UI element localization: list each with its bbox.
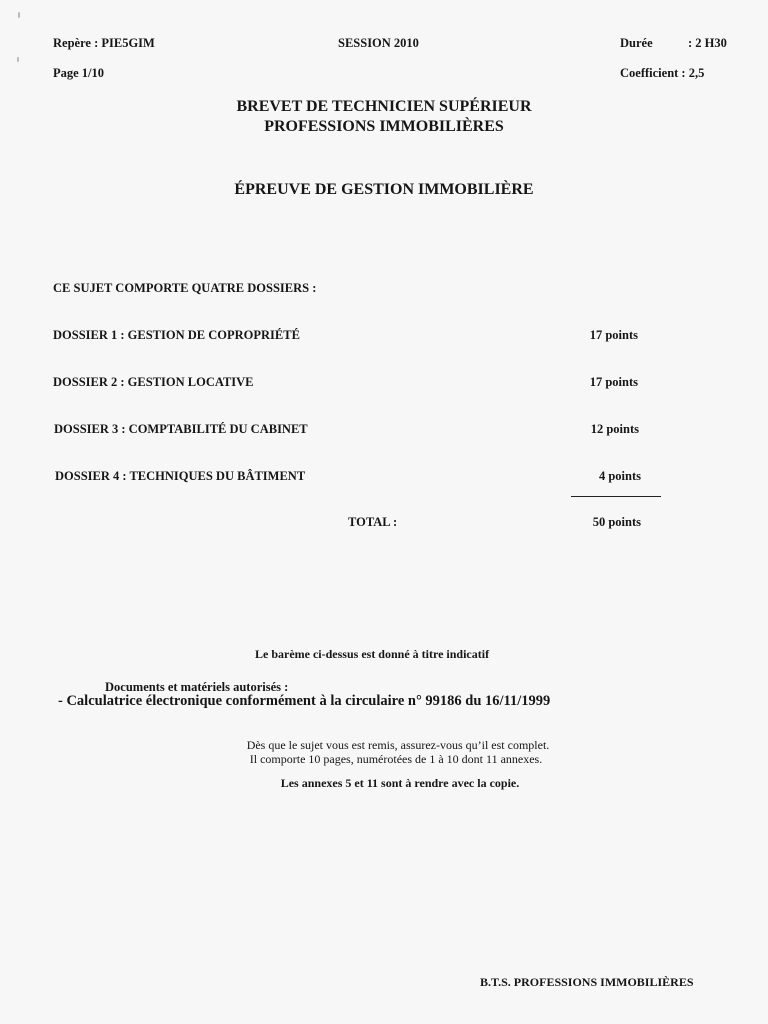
bareme-note: Le barème ci-dessus est donné à titre indicatif — [255, 647, 490, 661]
documents-item: - Calculatrice électronique conformément à la circulaire n° 99186 du 16/11/1999 — [58, 693, 551, 709]
duree-value: : 2 H30 — [688, 36, 727, 50]
instruction-line-2: Il comporte 10 pages, numérotées de 1 à 10 dont 11 annexes. — [249, 752, 543, 766]
scan-mark — [18, 12, 20, 18]
page-number: Page 1/10 — [53, 66, 105, 80]
dossier-2-label: DOSSIER 2 : GESTION LOCATIVE — [53, 375, 254, 389]
dossier-3-label: DOSSIER 3 : COMPTABILITÉ DU CABINET — [54, 422, 308, 436]
dossier-3-points: 12 points — [590, 422, 639, 436]
dossier-1-points: 17 points — [589, 328, 638, 342]
title-epreuve: ÉPREUVE DE GESTION IMMOBILIÈRE — [234, 181, 534, 198]
instruction-line-3: Les annexes 5 et 11 sont à rendre avec la copie. — [280, 776, 520, 790]
instruction-line-1: Dès que le sujet vous est remis, assurez-vous qu’il est complet. — [246, 738, 550, 752]
total-rule — [571, 496, 661, 497]
total-label: TOTAL : — [348, 515, 398, 529]
title-professions: PROFESSIONS IMMOBILIÈRES — [264, 118, 504, 135]
repere: Repère : PIE5GIM — [53, 36, 155, 50]
documents-heading: Documents et matériels autorisés : — [105, 680, 289, 694]
footer-text: B.T.S. PROFESSIONS IMMOBILIÈRES — [480, 975, 694, 989]
session: SESSION 2010 — [338, 36, 419, 50]
dossier-2-points: 17 points — [589, 375, 638, 389]
intro-text: CE SUJET COMPORTE QUATRE DOSSIERS : — [53, 281, 317, 295]
dossier-4-label: DOSSIER 4 : TECHNIQUES DU BÂTIMENT — [55, 469, 306, 483]
total-points: 50 points — [592, 515, 641, 529]
dossier-4-points: 4 points — [598, 469, 641, 483]
dossier-1-label: DOSSIER 1 : GESTION DE COPROPRIÉTÉ — [53, 328, 300, 342]
coefficient: Coefficient : 2,5 — [620, 66, 705, 80]
title-bts: BREVET DE TECHNICIEN SUPÉRIEUR — [236, 98, 532, 115]
scan-mark — [17, 57, 19, 62]
duree-label: Durée — [620, 36, 653, 50]
